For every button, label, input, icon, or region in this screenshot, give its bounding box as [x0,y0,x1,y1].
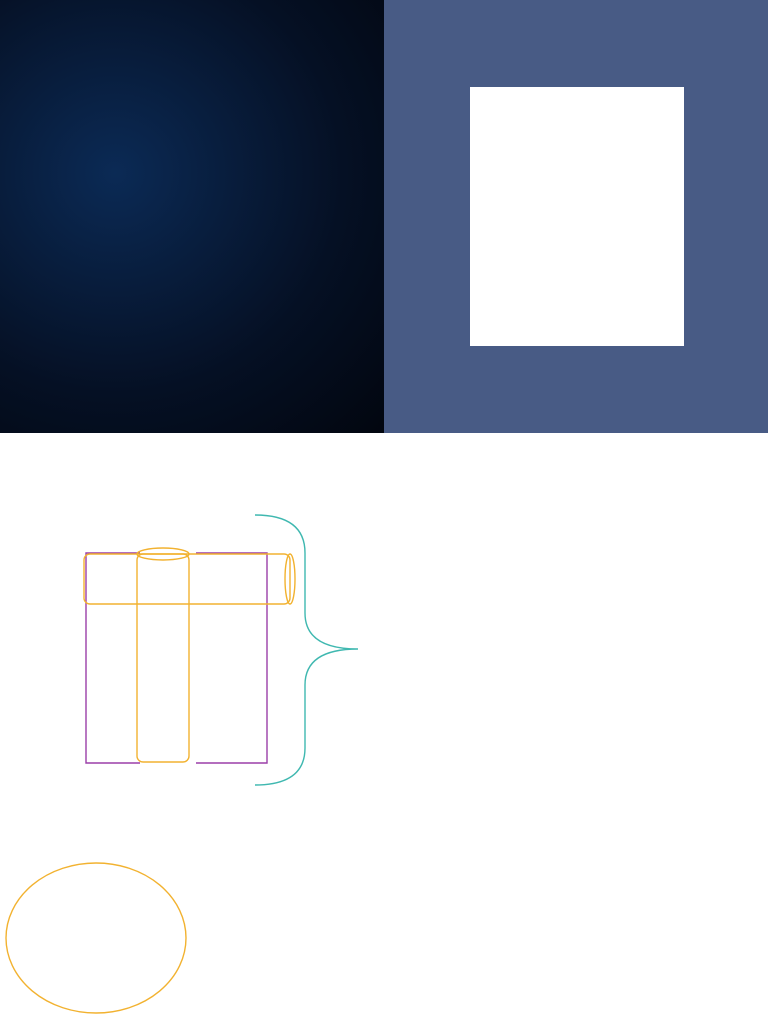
first-term-highlight [6,863,186,1013]
bracket-left [86,553,140,763]
column-2-highlight [137,554,189,762]
math-equations-image [0,0,384,433]
curly-brace [255,515,358,785]
title-card [470,87,684,346]
matrix-a-bracket [86,553,267,763]
bracket-right [196,553,267,763]
highlight-row-column [84,548,295,762]
title-slide [0,0,768,433]
cofactor-diagram [0,433,768,1024]
row-1-highlight [84,554,290,604]
